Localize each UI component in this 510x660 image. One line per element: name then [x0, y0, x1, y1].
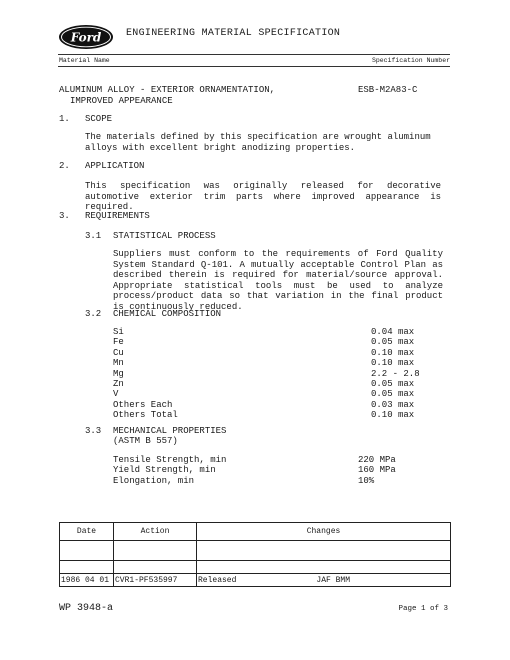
subsection-title-statistical: STATISTICAL PROCESS	[113, 231, 216, 241]
action-header: Action	[114, 523, 197, 541]
composition-element: Fe	[113, 337, 124, 348]
revision-date: 1986 04 01	[60, 574, 114, 587]
subsection-number-statistical: 3.1	[85, 231, 102, 241]
section-title-application: APPLICATION	[85, 161, 145, 171]
changes-header: Changes	[197, 523, 451, 541]
date-header: Date	[60, 523, 114, 541]
revision-action: CVR1-PF535997	[114, 574, 197, 587]
composition-value: 0.10 max	[371, 358, 415, 369]
revision-changes	[197, 574, 451, 587]
material-name-line1: ALUMINUM ALLOY - EXTERIOR ORNAMENTATION,	[59, 85, 276, 95]
composition-value: 0.05 max	[371, 337, 415, 348]
mechanical-property: Yield Strength, min	[113, 465, 216, 476]
section-title-scope: SCOPE	[85, 114, 113, 124]
mechanical-value: 10%	[358, 475, 375, 486]
section-number-requirements: 3.	[59, 211, 70, 221]
composition-element: Mn	[113, 358, 124, 369]
composition-element: V	[113, 389, 119, 400]
application-text: This specification was originally released for decorative automotive exterior trim parts where improved appearance is required.	[85, 181, 441, 212]
composition-value: 0.05 max	[371, 379, 415, 389]
statistical-text: Suppliers must conform to the requirements of Ford Quality System Standard Q-101. A mutually acceptable Control Plan as described therein is required for material/source approval. Appropriate statistical tools must be used to analyze process/product data so that variation in the final product is continuously reduced.	[113, 249, 443, 312]
revision-table-header	[60, 523, 451, 541]
section-number-scope: 1.	[59, 114, 70, 124]
header-rule	[58, 54, 450, 55]
section-title-requirements: REQUIREMENTS	[85, 211, 150, 221]
mechanical-standard: (ASTM B 557)	[113, 436, 178, 446]
composition-value: 0.10 max	[371, 347, 415, 358]
ford-logo-text: Ford	[70, 30, 102, 45]
table-row	[60, 561, 451, 574]
specification-number: ESB-M2A83-C	[358, 85, 418, 95]
subsection-number-mechanical: 3.3	[85, 426, 102, 436]
mechanical-value: 220 MPa	[358, 455, 396, 465]
composition-element: Zn	[113, 379, 124, 389]
mechanical-property: Elongation, min	[113, 475, 195, 486]
material-name-label: Material Name	[59, 57, 110, 64]
document-title: ENGINEERING MATERIAL SPECIFICATION	[126, 28, 341, 39]
subsection-number-chemical: 3.2	[85, 309, 102, 319]
header-rule-lower	[58, 66, 450, 67]
mechanical-value: 160 MPa	[358, 465, 396, 476]
table-row	[60, 574, 451, 587]
revision-table	[59, 522, 451, 587]
composition-value: 0.05 max	[371, 389, 415, 400]
composition-element: Others Each	[113, 399, 173, 410]
page-number: Page 1 of 3	[398, 605, 448, 613]
section-number-application: 2.	[59, 161, 70, 171]
ford-logo	[58, 24, 114, 50]
table-row	[60, 541, 451, 561]
revision-initials: JAF BMM	[316, 575, 351, 585]
composition-value: 2.2 - 2.8	[371, 368, 420, 379]
subsection-title-chemical: CHEMICAL COMPOSITION	[113, 309, 222, 319]
specification-number-label: Specification Number	[371, 57, 450, 64]
composition-element: Cu	[113, 347, 124, 358]
composition-value: 0.04 max	[371, 327, 415, 337]
composition-element: Others Total	[113, 410, 178, 421]
composition-value: 0.03 max	[371, 399, 415, 410]
scope-text: The materials defined by this specification are wrought aluminum alloys with excellent bright anodizing properties.	[85, 132, 431, 153]
mechanical-property: Tensile Strength, min	[113, 455, 227, 465]
subsection-title-mechanical: MECHANICAL PROPERTIES	[113, 426, 227, 436]
composition-element: Mg	[113, 368, 124, 379]
composition-value: 0.10 max	[371, 410, 415, 421]
material-name-line2: IMPROVED APPEARANCE	[70, 96, 173, 106]
revision-change-text: Released	[198, 575, 237, 585]
composition-element: Si	[113, 327, 124, 337]
form-number: WP 3948-a	[59, 603, 114, 614]
